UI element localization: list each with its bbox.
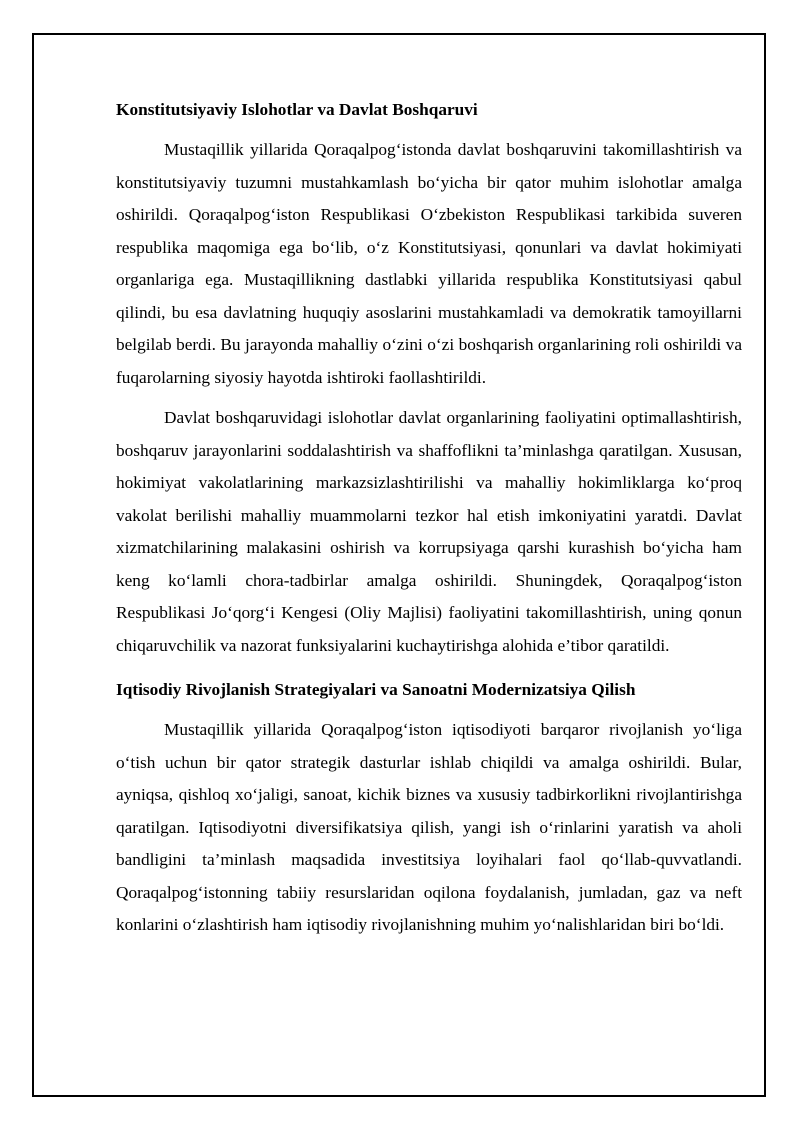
paragraph: Davlat boshqaruvidagi islohotlar davlat organlarining faoliyatini optimallashtirish, boshqaruv jarayonlarini soddalashtirish va shaffoflikni ta’minlashga qaratilgan. Xususan, hokimiyat vakolatlarining markazsizlashtirilishi va mahalliy hokimliklarga ko‘proq vakolat berilishi mahalliy muammolarni tezkor hal etish imkoniyatini yaratdi. Davlat xizmatchilarining malakasini oshirish va korrupsiyaga qarshi kurashish bo‘yicha ham keng ko‘lamli chora-tadbirlar amalga oshirildi. Shuningdek, Qoraqalpog‘iston Respublikasi Jo‘qorg‘i Kengesi (Oliy Majlisi) faoliyatini takomillashtirish, uning qonun chiqaruvchilik va nazorat funksiyalarini kuchaytirishga alohida e’tibor qaratildi.	[116, 408, 742, 655]
section-heading-constitutional-reforms: Konstitutsiyaviy Islohotlar va Davlat Boshqaruvi	[116, 100, 478, 119]
paragraph: Mustaqillik yillarida Qoraqalpog‘istonda davlat boshqaruvini takomillashtirish va konstitutsiyaviy tuzumni mustahkamlash bo‘yicha bir qator muhim islohotlar amalga oshirildi. Qoraqalpog‘iston Respublikasi O‘zbekiston Respublikasi tarkibida suveren respublika maqomiga ega bo‘lib, o‘z Konstitutsiyasi, qonunlari va davlat hokimiyati organlariga ega. Mustaqillikning dastlabki yillarida respublika Konstitutsiyasi qabul qilindi, bu esa davlatning huquqiy asoslarini mustahkamladi va demokratik tamoyillarni belgilab berdi. Bu jarayonda mahalliy o‘zini o‘zi boshqarish organlarining roli oshirildi va fuqarolarning siyosiy hayotda ishtiroki faollashtirildi.	[116, 140, 742, 387]
paragraph: Mustaqillik yillarida Qoraqalpog‘iston iqtisodiyoti barqaror rivojlanish yo‘liga o‘tish uchun bir qator strategik dasturlar ishlab chiqildi va amalga oshirildi. Bular, ayniqsa, qishloq xo‘jaligi, sanoat, kichik biznes va xususiy tadbirkorlikni rivojlantirishga qaratilgan. Iqtisodiyotni diversifikatsiya qilish, yangi ish o‘rinlarini yaratish va aholi bandligini ta’minlash maqsadida investitsiya loyihalari faol qo‘llab-quvvatlandi. Qoraqalpog‘istonning tabiiy resurslaridan oqilona foydalanish, jumladan, gaz va neft konlarini o‘zlashtirish ham iqtisodiy rivojlanishning muhim yo‘nalishlaridan biri bo‘ldi.	[116, 720, 742, 934]
section-heading-economic-development: Iqtisodiy Rivojlanish Strategiyalari va Sanoatni Modernizatsiya Qilish	[116, 680, 636, 699]
document-body	[116, 94, 742, 950]
